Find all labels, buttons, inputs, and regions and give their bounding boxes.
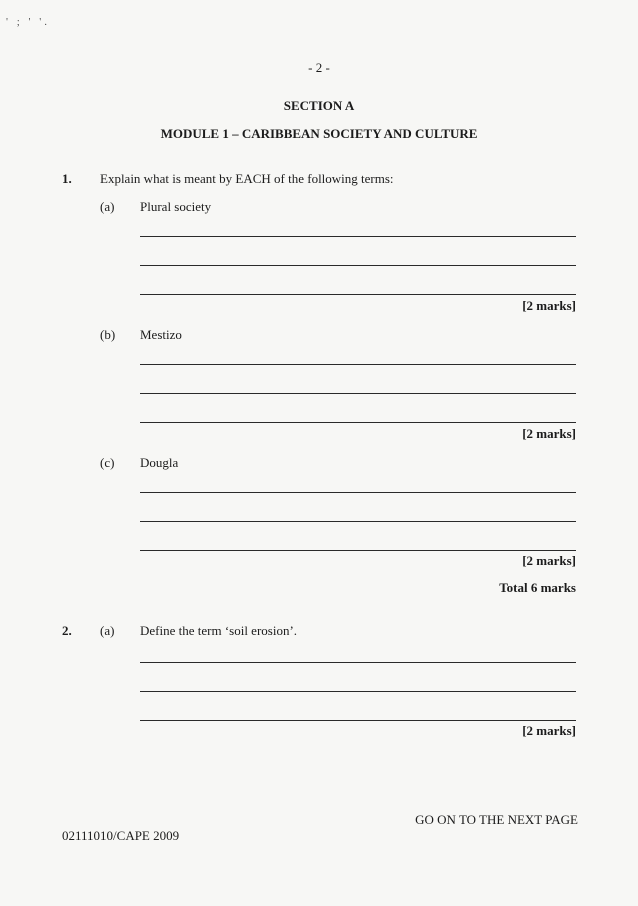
module-title: MODULE 1 – CARIBBEAN SOCIETY AND CULTURE xyxy=(160,126,478,141)
answer-line[interactable] xyxy=(140,236,576,237)
question-1c-label: (c) xyxy=(100,455,115,470)
question-1a-text: Plural society xyxy=(140,199,212,214)
answer-line[interactable] xyxy=(140,364,576,365)
question-2a-label: (a) xyxy=(100,623,115,638)
answer-line[interactable] xyxy=(140,265,576,266)
question-1c-text: Dougla xyxy=(140,455,179,470)
question-1b-marks: [2 marks] xyxy=(522,426,576,441)
answer-line[interactable] xyxy=(140,550,576,551)
page-number: - 2 - xyxy=(308,60,330,75)
section-title: SECTION A xyxy=(283,98,355,113)
question-1-number: 1. xyxy=(62,171,72,186)
answer-line[interactable] xyxy=(140,662,576,663)
question-1a-marks: [2 marks] xyxy=(522,298,576,313)
question-1a-label: (a) xyxy=(100,199,115,214)
go-on-to-next-page: GO ON TO THE NEXT PAGE xyxy=(415,812,578,827)
answer-line[interactable] xyxy=(140,521,576,522)
question-1-stem: Explain what is meant by EACH of the following terms: xyxy=(100,171,394,186)
answer-line[interactable] xyxy=(140,720,576,721)
answer-line[interactable] xyxy=(140,691,576,692)
question-1-total: Total 6 marks xyxy=(499,580,576,595)
scan-specks: ' ; ' '. xyxy=(6,16,51,28)
question-1b-text: Mestizo xyxy=(140,327,182,342)
answer-line[interactable] xyxy=(140,393,576,394)
question-2a-text: Define the term ‘soil erosion’. xyxy=(140,623,298,638)
question-1b-label: (b) xyxy=(100,327,116,342)
question-2a-marks: [2 marks] xyxy=(522,723,576,738)
answer-line[interactable] xyxy=(140,492,576,493)
question-1c-marks: [2 marks] xyxy=(522,553,576,568)
question-2-number: 2. xyxy=(62,623,72,638)
answer-line[interactable] xyxy=(140,422,576,423)
paper-code: 02111010/CAPE 2009 xyxy=(62,828,180,843)
answer-line[interactable] xyxy=(140,294,576,295)
